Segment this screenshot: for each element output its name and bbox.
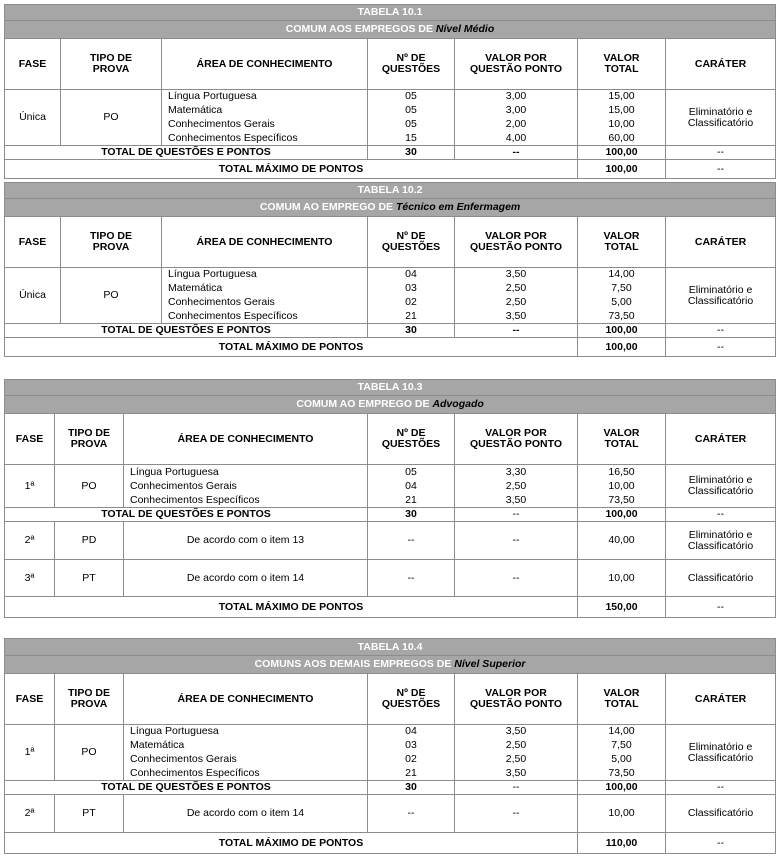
table-row <box>5 465 776 480</box>
area-cell: Conhecimentos Específicos <box>162 310 368 324</box>
table-subtitle: COMUM AO EMPREGO DE Técnico em Enfermagem <box>5 199 776 217</box>
total-row <box>5 508 776 522</box>
fase-cell: 3ª <box>5 560 55 597</box>
fase-cell: 2ª <box>5 795 55 833</box>
tipo-cell: PO <box>61 90 162 146</box>
num-cell: 04 <box>368 725 455 739</box>
area-cell: Língua Portuguesa <box>124 465 368 480</box>
header-fase: FASE <box>5 39 61 90</box>
header-tipo-prova: TIPO DE PROVA <box>55 414 124 465</box>
vq-cell: 3,50 <box>455 268 578 282</box>
vt-cell: 15,00 <box>578 90 666 104</box>
num-cell: 03 <box>368 282 455 296</box>
total-num: 30 <box>368 508 455 522</box>
vt-cell: 73,50 <box>578 494 666 508</box>
num-cell: 05 <box>368 90 455 104</box>
table-row <box>5 90 776 104</box>
tipo-cell: PT <box>55 795 124 833</box>
header-num-questoes: Nº DE QUESTÕES <box>368 674 455 725</box>
num-cell: 02 <box>368 753 455 767</box>
header-num-questoes: Nº DE QUESTÕES <box>368 414 455 465</box>
header-valor-questao: VALOR POR QUESTÃO PONTO <box>455 414 578 465</box>
fase-cell: 2ª <box>5 522 55 560</box>
total-vq: -- <box>455 324 578 338</box>
fase-cell: Única <box>5 268 61 324</box>
table-title: TABELA 10.4 <box>5 639 776 656</box>
vt-cell: 73,50 <box>578 310 666 324</box>
area-cell: Conhecimentos Específicos <box>162 132 368 146</box>
total-label: TOTAL DE QUESTÕES E PONTOS <box>5 324 368 338</box>
area-cell: Conhecimentos Específicos <box>124 767 368 781</box>
area-cell: Língua Portuguesa <box>162 90 368 104</box>
header-valor-total: VALOR TOTAL <box>578 217 666 268</box>
vq-cell: 2,50 <box>455 296 578 310</box>
vq-cell: 3,30 <box>455 465 578 480</box>
area-cell: Matemática <box>124 739 368 753</box>
header-fase: FASE <box>5 414 55 465</box>
vq-cell: 3,00 <box>455 104 578 118</box>
carater-cell: Eliminatório e Classificatório <box>666 465 776 508</box>
table-10-1 <box>4 4 776 179</box>
table-row <box>5 725 776 739</box>
header-valor-total: VALOR TOTAL <box>578 414 666 465</box>
header-valor-questao: VALOR POR QUESTÃO PONTO <box>455 39 578 90</box>
num-cell: 02 <box>368 296 455 310</box>
carater-cell: Eliminatório e Classificatório <box>666 268 776 324</box>
total-vq: -- <box>455 781 578 795</box>
header-carater: CARÁTER <box>666 217 776 268</box>
fase-cell: Única <box>5 90 61 146</box>
max-carater: -- <box>666 833 776 854</box>
max-value: 100,00 <box>578 160 666 179</box>
area-cell: Conhecimentos Gerais <box>162 118 368 132</box>
max-row <box>5 338 776 357</box>
total-row <box>5 146 776 160</box>
vt-cell: 16,50 <box>578 465 666 480</box>
tipo-cell: PD <box>55 522 124 560</box>
vq-cell: 3,50 <box>455 494 578 508</box>
num-cell: -- <box>368 522 455 560</box>
area-cell: De acordo com o item 13 <box>124 522 368 560</box>
vt-cell: 7,50 <box>578 739 666 753</box>
num-cell: 21 <box>368 310 455 324</box>
total-row <box>5 781 776 795</box>
table-title: TABELA 10.1 <box>5 5 776 21</box>
header-carater: CARÁTER <box>666 39 776 90</box>
vt-cell: 14,00 <box>578 268 666 282</box>
tipo-cell: PO <box>55 465 124 508</box>
table-subtitle: COMUM AO EMPREGO DE Advogado <box>5 396 776 414</box>
total-vt: 100,00 <box>578 508 666 522</box>
max-value: 150,00 <box>578 597 666 618</box>
total-vt: 100,00 <box>578 781 666 795</box>
vq-cell: -- <box>455 560 578 597</box>
carater-cell: Eliminatório e Classificatório <box>666 522 776 560</box>
area-cell: Língua Portuguesa <box>162 268 368 282</box>
total-num: 30 <box>368 324 455 338</box>
num-cell: 03 <box>368 739 455 753</box>
total-vt: 100,00 <box>578 146 666 160</box>
max-carater: -- <box>666 597 776 618</box>
area-cell: Matemática <box>162 104 368 118</box>
tipo-cell: PO <box>55 725 124 781</box>
max-row <box>5 597 776 618</box>
num-cell: -- <box>368 560 455 597</box>
vt-cell: 5,00 <box>578 296 666 310</box>
area-cell: Conhecimentos Gerais <box>124 753 368 767</box>
tipo-cell: PO <box>61 268 162 324</box>
total-num: 30 <box>368 146 455 160</box>
total-vt: 100,00 <box>578 324 666 338</box>
tipo-cell: PT <box>55 560 124 597</box>
header-valor-questao: VALOR POR QUESTÃO PONTO <box>455 217 578 268</box>
max-row <box>5 833 776 854</box>
area-cell: De acordo com o item 14 <box>124 795 368 833</box>
vq-cell: -- <box>455 795 578 833</box>
header-fase: FASE <box>5 674 55 725</box>
header-area: ÁREA DE CONHECIMENTO <box>124 674 368 725</box>
vq-cell: 3,00 <box>455 90 578 104</box>
num-cell: 05 <box>368 104 455 118</box>
fase-cell: 1ª <box>5 725 55 781</box>
vq-cell: 2,50 <box>455 480 578 494</box>
vt-cell: 73,50 <box>578 767 666 781</box>
table-title: TABELA 10.2 <box>5 183 776 199</box>
vt-cell: 10,00 <box>578 560 666 597</box>
header-carater: CARÁTER <box>666 414 776 465</box>
header-tipo-prova: TIPO DE PROVA <box>55 674 124 725</box>
max-label: TOTAL MÁXIMO DE PONTOS <box>5 597 578 618</box>
carater-cell: Eliminatório e Classificatório <box>666 90 776 146</box>
vq-cell: 4,00 <box>455 132 578 146</box>
header-fase: FASE <box>5 217 61 268</box>
table-subtitle: COMUM AOS EMPREGOS DE Nível Médio <box>5 21 776 39</box>
max-row <box>5 160 776 179</box>
max-carater: -- <box>666 338 776 357</box>
table-10-4 <box>4 638 776 854</box>
total-vq: -- <box>455 508 578 522</box>
total-carater: -- <box>666 324 776 338</box>
header-carater: CARÁTER <box>666 674 776 725</box>
total-carater: -- <box>666 781 776 795</box>
max-label: TOTAL MÁXIMO DE PONTOS <box>5 160 578 179</box>
area-cell: Conhecimentos Específicos <box>124 494 368 508</box>
table-10-3 <box>4 379 776 618</box>
total-vq: -- <box>455 146 578 160</box>
vt-cell: 10,00 <box>578 118 666 132</box>
num-cell: 05 <box>368 118 455 132</box>
num-cell: -- <box>368 795 455 833</box>
area-cell: De acordo com o item 14 <box>124 560 368 597</box>
num-cell: 05 <box>368 465 455 480</box>
header-valor-total: VALOR TOTAL <box>578 674 666 725</box>
header-num-questoes: Nº DE QUESTÕES <box>368 217 455 268</box>
max-carater: -- <box>666 160 776 179</box>
max-value: 110,00 <box>578 833 666 854</box>
vq-cell: 3,50 <box>455 725 578 739</box>
vq-cell: 2,50 <box>455 753 578 767</box>
max-value: 100,00 <box>578 338 666 357</box>
table-title: TABELA 10.3 <box>5 380 776 396</box>
total-carater: -- <box>666 146 776 160</box>
num-cell: 21 <box>368 494 455 508</box>
vq-cell: 2,00 <box>455 118 578 132</box>
num-cell: 04 <box>368 268 455 282</box>
vt-cell: 14,00 <box>578 725 666 739</box>
total-label: TOTAL DE QUESTÕES E PONTOS <box>5 508 368 522</box>
header-num-questoes: Nº DE QUESTÕES <box>368 39 455 90</box>
header-tipo-prova: TIPO DE PROVA <box>61 39 162 90</box>
header-area: ÁREA DE CONHECIMENTO <box>124 414 368 465</box>
vt-cell: 10,00 <box>578 795 666 833</box>
vt-cell: 5,00 <box>578 753 666 767</box>
table-row <box>5 795 776 833</box>
total-label: TOTAL DE QUESTÕES E PONTOS <box>5 146 368 160</box>
carater-cell: Classificatório <box>666 795 776 833</box>
vq-cell: 2,50 <box>455 739 578 753</box>
table-10-2 <box>4 182 776 357</box>
total-num: 30 <box>368 781 455 795</box>
vq-cell: 3,50 <box>455 310 578 324</box>
num-cell: 21 <box>368 767 455 781</box>
area-cell: Conhecimentos Gerais <box>162 296 368 310</box>
vt-cell: 40,00 <box>578 522 666 560</box>
carater-cell: Eliminatório e Classificatório <box>666 725 776 781</box>
max-label: TOTAL MÁXIMO DE PONTOS <box>5 338 578 357</box>
vt-cell: 10,00 <box>578 480 666 494</box>
vt-cell: 15,00 <box>578 104 666 118</box>
area-cell: Língua Portuguesa <box>124 725 368 739</box>
carater-cell: Classificatório <box>666 560 776 597</box>
total-label: TOTAL DE QUESTÕES E PONTOS <box>5 781 368 795</box>
total-row <box>5 324 776 338</box>
header-tipo-prova: TIPO DE PROVA <box>61 217 162 268</box>
table-subtitle: COMUNS AOS DEMAIS EMPREGOS DE Nível Superior <box>5 656 776 674</box>
num-cell: 15 <box>368 132 455 146</box>
header-valor-questao: VALOR POR QUESTÃO PONTO <box>455 674 578 725</box>
header-area: ÁREA DE CONHECIMENTO <box>162 39 368 90</box>
fase-cell: 1ª <box>5 465 55 508</box>
total-carater: -- <box>666 508 776 522</box>
num-cell: 04 <box>368 480 455 494</box>
vq-cell: 2,50 <box>455 282 578 296</box>
max-label: TOTAL MÁXIMO DE PONTOS <box>5 833 578 854</box>
vt-cell: 7,50 <box>578 282 666 296</box>
vt-cell: 60,00 <box>578 132 666 146</box>
area-cell: Conhecimentos Gerais <box>124 480 368 494</box>
vq-cell: -- <box>455 522 578 560</box>
table-row <box>5 268 776 282</box>
table-row <box>5 560 776 597</box>
area-cell: Matemática <box>162 282 368 296</box>
header-valor-total: VALOR TOTAL <box>578 39 666 90</box>
header-area: ÁREA DE CONHECIMENTO <box>162 217 368 268</box>
table-row <box>5 522 776 560</box>
vq-cell: 3,50 <box>455 767 578 781</box>
